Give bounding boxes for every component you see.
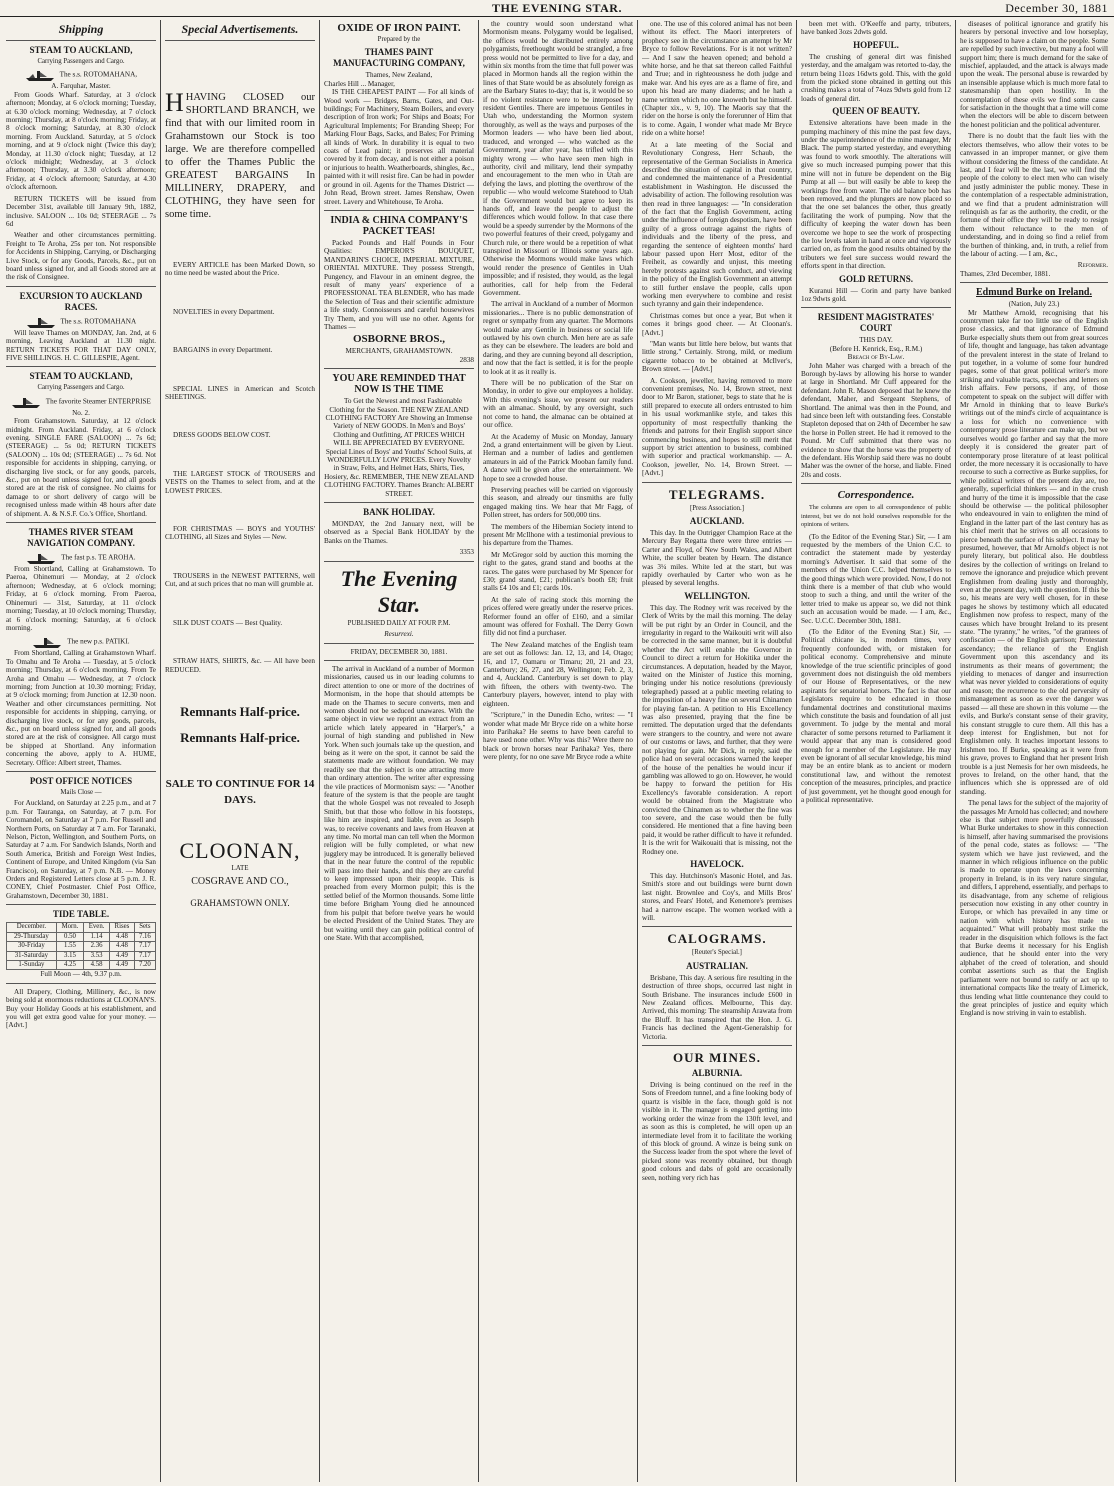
ship-name: The s.s. ROTOMAHANA [60,317,137,326]
tide-header-row [7,923,156,932]
ad-subheading: Carrying Passengers and Cargo. [37,384,125,392]
column-letters-burke [960,20,1108,1482]
table-row [7,932,156,941]
remnants-line: Remnants Half-price. [180,703,300,719]
table-row [7,951,156,960]
tide-cell: 4.58 [84,960,110,969]
editorial-text: The arrival in Auckland of a number of Mormon missionaries, caused us in our leading columns to direct attention to one or more of the doctrines of Mormonism, in the hope that should attempts be made on the Thames to secure converts, men and women should not be seduced unawares. With the same object in view we reprint an extract from an article which lately appeared in "Harper's," a journal of high standing and published in New York. When such journals take up the question, and being as it were on the spot, it cannot be said the statements made are without foundation. We may readily see that the subject is one attracting more than ordinary attention. The writer after expressing the vile practices of Mormonism says: — "Another feature of the system is that the people are taught that the whole Gospel was not revealed to Joseph Smith, but that those who follow in his footsteps, like him are inspired, and liable, even as Joseph was, to receive covenants and laws from Heaven at any time. No mortal man can tell when the Mormon religion will be fully completed, or what new jugglery may be introduced. It is generally believed that in the near future the control of the republic will pass into their hands, and this they are careful to keep impressed upon their people. This is preached from every Mormon pulpit; this is the settled belief of the Mormon thousands. Some little time before Brigham Young died he announced from his pulpit that before twelve years he would be elected President of the United States. They are but waiting until they can gain political control of one State. With that accomplished, [324,664,474,942]
telegram-text: This day. The Rodney writ was received by the Clerk of Writs by the mail this morning. The delay will be put right by an Order in Council, and the irregularity in regard to the Waikouiti writ will also be corrected in the same manner, but it is doubtful whether the Act will enable the Governor in Council to direct a return for Hokitika under the circumstances. A deputation, headed by the Mayor, waited on the Minister of Justice this morning, bringing under his notice resolutions (previously telegraphed) passed at a public meeting relating to the imposition of a heavy fine on several Chinamen for playing fan-tan. A petition to His Excellency was also presented, praying that the fine be remitted. The deputation urged that the defendants were strangers to the country, and were not aware of our customs or laws, and further, that they were not playing for gain. Mr Dick, in reply, said the police had on several occasions warned the keeper of the house of the penalties he would incur if gambling was allowed to go on. However, he would be happy to forward the petition for His Excellency's favorable consideration. A report would be obtained from the Magistrate who convicted the Chinamen as to whether the fine was too severe, and the case would then be fully considered. He mentioned that a fine having been paid, it would be rather difficult to have it refunded. It is the writ for Waikouaiti that is missing, not the Rodney one. [642,603,792,856]
divider [6,904,156,905]
tide-header: Sets [134,923,155,932]
notice-text: HAVING CLOSED our SHORTLAND BRANCH, we find that with our limited room in Grahamstown our Stock is too large. We are therefore compelled to offer the Thames Public the GREATEST BARGAINS In MILLINERY, DRAPERY, and CLOTHING, they have seen for some time. [165,92,315,220]
ad-heading: EXCURSION TO AUCKLAND RACES. [19,290,143,312]
steamship-icon [26,315,56,329]
mine-name: QUEEN OF BEAUTY. [832,106,920,117]
news-item: There will be no publication of the Star on Monday, in order to give our employees a holiday. With this evening's issue, we present our readers with an almanac. Should, by any oversight, such not come to hand, the almanac can be obtained at our office. [483,379,633,430]
divider [960,282,1108,283]
calograms-heading: CALOGRAMS. [667,931,767,947]
news-item: Christmas comes but once a year, But when it comes it brings good cheer. — At Cloonan's. [Advt.] [642,311,792,337]
ship-name: The favorite Steamer ENTERPRISE No. 2. [45,397,151,417]
dateline: HAVELOCK. [690,858,744,869]
ad-heading: STEAM TO AUCKLAND, [29,45,133,55]
tide-cell: 0.50 [56,932,83,941]
late-label: LATE [231,863,249,872]
mine-name: GOLD RETURNS. [838,273,913,284]
divider [6,771,156,772]
drapery-ad: All Drapery, Clothing, Millinery, &c., is now being sold at enormous reductions at CLOONAN'S. Buy your Holiday Goods at his establishment, and you will get extra good value for your money. — [Advt.] [6,987,156,1030]
ship-name: The fast p.s. TE AROHA. [61,553,136,562]
ship-name: The s.s. ROTOMAHANA, [59,71,138,80]
tide-cell: 4.48 [110,932,135,941]
master-line: A. Farquhar, Master. [51,82,111,91]
mine-report: The crushing of general dirt was finished yesterday, and the amalgam was retorted to-day, the return being 11ozs 16dwts gold. This, with the gold from the picked stone obtained in getting out this crushing makes a total of 74ozs 9dwts gold from 12 loads of general dirt. [801,52,951,103]
tide-header: Rises [110,923,135,932]
dateline: WELLINGTON. [684,590,750,601]
ad-subheading: Carrying Passengers and Cargo. [37,58,125,65]
paper-title: The Evening Star. [340,565,458,617]
mine-report: Kuranui Hill — Corin and party have banked 1oz 9dwts gold. [801,286,951,303]
paint-ad-text: IS THE CHEAPEST PAINT — For all kinds of Wood work — Bridges, Barns, Gates, and Out-buildings; For Machinery, Steam Boilers, and every description of Iron work; For Ships and Boats; For Agricultural Implements; For Branding Sheep; For Marking Flour Bags, Sacks, and Bales; For Priming all kinds of Work. In durability it is equal to two coats of Lead paint; it preserves all material covered by it from decay, and is not either a poison or injurious to health. Weatherboards, shingles, &c., painted with it will resist fire. Can be had in powder or ground in oil. Agents for the Thames District — John Read, Brown street. James Renshaw, Owen street. Lavery and Whitehouse, Te Aroha. [324,88,474,206]
divider [801,307,951,308]
drop-cap: H [165,88,184,117]
article-heading: Edmund Burke on Ireland. [976,287,1092,299]
column-rule [478,20,479,1482]
mine-report: been met with. O'Keeffe and party, tributers, have banked 3ozs 2dwts gold. [801,20,951,37]
divider [6,40,156,41]
manager-line: Charles Hill ... Manager, [324,79,395,88]
mine-report: Driving is being continued on the reef in the Sons of Freedom tunnel, and a fine looking body of quartz is visible in the face, though gold is not visible in it. The manager is engaged getting into working order the winze from the 130ft level, and as soon as this is completed, he will open up an intermediate level from it to facilitate the working of this block of ground. A winze is being sunk on the Success leader from the spot where the level of picked stone was recently obtained, but though good colours and dabs of gold are occasionally seen, nothing very rich has [642,1081,792,1182]
column-rule [955,20,956,1482]
news-item: A. Cookson, jeweller, having removed to more convenient premises, No. 14, Brown street, next door to Mr Baron, stationer, begs to state that he is still prepared to execute all orders entrusted to him in his usual workmanlike style, and takes this opportunity of most respectfully thanking the friends and patrons for their English support since commencing business, and hopes to still merit that support by strict attention to business, combined with superior and practical workmanship. — A. Cookson, jeweller, No. 14, Brown Street. — [Advt.] [642,376,792,478]
news-item: Preserving peaches will be carried on vigorously this season, and already our tinsmiths are fully engaged making tins. We hear that Mr Fagg, of Pollen street, has orders for 500,000 tins. [483,485,633,520]
correspondence-heading: Correspondence. [837,489,915,502]
news-item: The members of the Hibernian Society intend to present Mr McIlhone with a testimonial previous to his departure from the Thames. [483,522,633,548]
calogram-text: Brisbane, This day. A serious fire resulting in the destruction of three shops, occurred last night in South Brisbane. The insurances include £600 in New Zealand offices. Melbourne, This day. Arrived, this morning: The steamship Arawata from the Bluff. It has transpired that the Hon. J. G. Francis has declined the Agent-Generalship for Victoria. [642,973,792,1041]
telegrams-subheading: [Press Association.] [690,504,744,512]
news-item: one. The use of this colored animal has not been without its effect. The Maori interpreters of prophecy see in the circumstance an attempt by Mr Bryce to follow Revelations. For is it not written? — And I saw the heaven opened; and behold a white horse, and he that sat thereon called Faithful and True; and in righteousness he doth judge and make war. And his eyes are as a flame of fire, and upon his head are many diadems; and he hath a name written which no one knoweth but he himself. (Chapter xix., v. 9, 10). The Maoris say that the rider on the horse is only the forerunner of Him that is to come. Again, I wonder what made Mr Bryce ride on a white horse! [642,20,792,138]
company-name: THAMES PAINT MANUFACTURING COMPANY, [333,47,465,69]
column-rule [319,20,320,1482]
list-item: STRAW HATS, SHIRTS, &c. — All have been REDUCED. [165,657,315,674]
clothing-ad-text: To Get the Newest and most Fashionable Clothing for the Season. THE NEW ZEALAND CLOTHING FACTORY Are Showing an Immense Variety of NEW GOODS. In Men's and Boys' Clothing and Outfitting, AT PRICES WHICH WILL BE APPRECIATED BY EVERYONE. Special Lines of Boys' and Youths' School Suits, at WONDERFULLY LOW PRICES. Every Novelty in Straw, Felts, and Helmet Hats, Shirts, Ties, Hosiery, &c. REMEMBER, THE NEW ZEALAND CLOTHING FACTORY. Thames Branch: ALBERT STREET. [324,397,474,498]
steamship-icon [26,551,56,565]
excursion-text: Will leave Thames on MONDAY, Jan. 2nd, at 6 morning, Leaving Auckland at 11.30 night. RETURN TICKETS FOR THAT DAY ONLY, FIVE SHILLINGS. H. C. GILLESPIE, Agent. [6,328,156,362]
mine-report: Extensive alterations have been made in the pumping machinery of this mine the past few days, under the superintendence of the mine manager, Mr Black. The pump started yesterday, and everything was found to work smoothly. The alterations will give so much increased pumping power that this mine will not in future be dependent on the Big Pump at all — but will easily be able to keep the workings free from water. The old balance bob has been removed, and the plungers are now placed so that the one set balances the other, thus greatly facilitating the work of pumping. Now that the difficulty of keeping the water down has been overcome we hope to see the work of prospecting the low levels taken in hand at once and vigorously carried on, as from the good results obtained by the tributers we feel sure success would reward the efforts spent in that direction. [801,119,951,271]
return-text: RETURN TICKETS will be issued from December 31st, available till January 9th, 1882, inclusive. SALOON ... 10s 0d; STEERAGE ... 7s 6d [6,194,156,228]
divider [324,561,474,562]
steamship-icon [32,635,62,649]
tide-header: Morn. [56,923,83,932]
list-item: FOR CHRISTMAS — BOYS and YOUTHS' CLOTHING, all Sizes and Styles — New. [165,525,315,542]
tide-cell: 29-Thursday [7,932,57,941]
paper-motto: Resurrexi. [384,630,414,639]
section-heading: Special Advertisements. [181,22,299,36]
item-list [165,261,315,674]
firm-name: CLOONAN, [179,837,301,863]
tide-cell: 4.49 [110,960,135,969]
town-line: GRAHAMSTOWN ONLY. [190,897,290,908]
list-item: SILK DUST COATS — Best Quality. [173,618,283,627]
steamship-icon [11,395,41,409]
ad-heading: YOU ARE REMINDED THAT NOW IS THE TIME [332,373,466,396]
column-rule [637,20,638,1482]
column-mines-court [801,20,951,1482]
masthead [0,0,1114,17]
ship-line [6,551,156,565]
fare-text: From Grahamstown. Saturday, at 12 o'clock midnight. From Auckland. Friday, at 6 o'clock evening. SINGLE FARE (SALOON) ... 7s 6d; (STEERAGE) ... 5s 0d; RETURN TICKETS (SALOON) ... 10s 0d; (STEERAGE) ... 7s 6d. Not responsible for accidents in shipping, carrying, or discharging live stock, or for any goods, parcels, &c., put on board unless signed for, and all goods stored are at the risk of consignee. No claims for damage to or short delivery of cargo will be recognised unless made within 48 hours after date of shipment. A. & N.S.F. Co.'s Office, Shortland. [6,417,156,518]
masthead-title: THE EVENING STAR. [492,1,622,15]
list-item: THE LARGEST STOCK of TROUSERS and VESTS on the Thames to select from, and at the LOWEST PRICES. [165,469,315,495]
steamship-icon [25,68,55,82]
divider [6,522,156,523]
court-before: (Before H. Kenrick, Esq., R.M.) [829,344,923,353]
editorial-text: The arrival in Auckland of a number of Mormon missionaries... There is no public demonstration of regret or sympathy from any quarter. The Mormons would make any Gentile in business or social life outlawed by his own church. Men here are as safe as they can be elsewhere. The leaders are bold and daring, and they are cunning beyond all description, and now that the fact is settled, it is for the people to look at it as it really is. [483,300,633,376]
section-heading: Shipping [58,22,104,36]
news-item: The New Zealand matches of the English team are set out as follows: Jan. 12, 13, and 14, Otago; 16, and 17, Oamaru or Timaru; 20, 21 and 23, Canterbury; 26, 27, and 28, Wellington; Feb. 2, 3, and 4, Auckland. Canterbury is set down to play with fifteen, the others with twenty-two. The Canterbury players, however, intend to play with eighteen. [483,640,633,708]
agent-name: OSBORNE BROS., [353,333,445,346]
divider [801,483,951,484]
court-day: THIS DAY. [859,336,893,345]
divider [324,210,474,211]
note-text: Weather and other circumstances permitting. Freight to Te Aroha, 25s per ton. Not responsible for Accidents in Shipping, Carrying, or Discharging Live Stock, or for any Goods, Parcels, &c., put on board unless signed for, and all Goods stored are at the risk of Consignee. [6,231,156,282]
ad-heading: STEAM TO AUCKLAND, [29,371,133,382]
court-report: John Maher was charged with a breach of the Borough by-laws by allowing his horse to wander at large in Shortland. Mr Cuff appeared for the defendant. John R. Mason deposed that he knew the defendant, Maher, and Sergeant Stephens, of Shortland. The animal was then in the Pound, and had since been left with outstanding fees. Constable Stapleton deposed that on 24th of December he saw the horse in Pollen street. He had it removed to the Pound. Mr Cuff submitted that there was no evidence to show that the horse was the property of the defendant. His Worship said there was no doubt Maher was the owner of the horse, and liable. Fined 20s and costs. [801,361,951,479]
notice-heading: POST OFFICE NOTICES [29,776,133,786]
tide-header: Even. [84,923,110,932]
full-moon-note: Full Moon — 4th, 9.37 p.m. [40,970,122,979]
divider [324,502,474,503]
telegrams-heading: TELEGRAMS. [668,486,766,502]
sale-line: SALE TO CONTINUE FOR 14 DAYS. [165,777,315,806]
news-item: At the Academy of Music on Monday, January 2nd, a grand entertainment will be given by Lieut. Herman and a number of ladies and gentlemen amateurs in aid of the Patrick Mooban family fund. A dance will be given after the entertainment. We hope to see a crowded house. [483,432,633,483]
tide-cell: 7.20 [134,960,155,969]
tide-heading: TIDE TABLE. [52,909,110,920]
schedule-text: From Goods Wharf. Saturday, at 3 o'clock afternoon; Monday, at 6 o'clock morning; Tuesday, at 6.30 o'clock morning; Wednesday, at 7 o'clock morning; Thursday, at 8 o'clock morning; Friday, at 8 o'clock morning; Saturday, at 8.30 o'clock morning. From Auckland. Saturday, at 5 o'clock morning, and at 9 o'clock night (Twice this day); Monday, at 11.30 o'clock night; Tuesday, at 12 o'clock midnight; Wednesday, at 3 o'clock afternoon; Thursday, at 3.30 o'clock afternoon; Friday, at 4 o'clock afternoon; Saturday, at 4.30 o'clock afternoon. [6,90,156,192]
letter-date: Thames, 23rd December, 1881. [960,269,1051,278]
tide-cell: 7.16 [134,932,155,941]
calograms-subheading: [Reuter's Special.] [692,949,742,957]
remnants-line: Remnants Half-price. [180,729,300,745]
divider [165,40,315,41]
ad-number: 3353 [459,548,474,557]
correspondence-note: The columns are open to all correspondence of public interest, but we do not hold ourselves responsible for the opinions of writers. [801,504,951,529]
mine-name: HOPEFUL. [853,39,899,50]
ad-subheading: Prepared by the [377,36,421,43]
list-item: BARGAINS in every Department. [173,346,273,355]
ship-line [6,635,156,649]
ad-heading: INDIA & CHINA COMPANY'S PACKET TEAS! [330,214,468,237]
table-row [7,960,156,969]
dateline: AUSTRALIAN. [686,960,748,971]
column-rule [160,20,161,1482]
tide-cell: 1-Sunday [7,960,57,969]
list-item: TROUSERS in the NEWEST PATTERNS, well Cut, and at such prices that no man will grumble at. [165,571,315,589]
news-item: "Man wants but little here below, but wants that little strong." Certainly. Strong, mild, or medium cigarette tobacco to be obtained at McIlver's, Brown street. — [Advt.] [642,340,792,374]
tide-cell: 1.14 [84,932,110,941]
telegram-text: This day. Hutchinson's Masonic Hotel, and Jas. Smith's store and out buildings were burnt down last night. Brownlee and Coy's, and Mills Bros' stores, and Fears' Hotel, and Kenemore's premises had a narrow escape. The women worked with a will. [642,871,792,922]
column-shipping [6,20,156,1482]
editorial-text: the country would soon understand what Mormonism means. Polygamy would be legalised, the offices would be distributed entirely among polygamists, freethought would be strangled, a free press would not be permitted to live for a day, and within six months from the time that full power was placed in Mormon hands all the region within the lines of that State would be as absolutely foreign as are the Barbary States to-day; that is, it would be so if no violent resistance were to be interposed by resident Gentiles. There are impetuous Gentiles in Utah who, understanding the Mormon system thoroughly, as well as the ways and purposes of the Mormon leaders — who have been lied about, traduced, and wronged — who watched as the Government, year after year, has trifled with this mighty wrong — who have seen men high in authority, civil and military, lend their sympathy and encouragement to the men who in Utah are defying the laws, and plotting the overthrow of the republic — who would welcome Statehood to Utah if the Government would but agree to keep its hands off, and leave the people to adjust the differences which would follow. In that case there would be a speedy surrender by the Mormons of the two powerful features of their creed, polygamy and Church rule, or there would be a repetition of what transpired in Missouri or Illinois some years ago. Otherwise the Mormons would make laws which would render the presence of Gentiles in Utah impossible; and if resisted, they would, as the legal authorities, call for help from the Federal Government. [483,20,633,297]
column-rule [796,20,797,1482]
ad-heading: THAMES RIVER STEAM NAVIGATION COMPANY. [27,527,135,549]
tide-cell: 1.55 [56,942,83,951]
ad-heading: OXIDE OF IRON PAINT. [337,22,461,34]
tide-cell: 31-Saturday [7,951,57,960]
tea-ad-text: Packed Pounds and Half Pounds in Four Qualities: EMPEROR'S BOUQUET, MANDARIN'S CHOICE, IMPERIAL MIXTURE, ORIENTAL MIXTURE. They possess Strength, Pungency, and Flavour in an eminent degree, the result of many years' experience of a PROFESSIONAL TEA BLENDER, who has made the Selection of Teas and their scientific admixture a life study. Connoisseurs and careful housewives Try Them, and you will use no other. Agents for Thames — [324,238,474,331]
table-row [7,942,156,951]
masthead-date: December 30, 1881 [1005,1,1108,15]
list-item: NOVELTIES in every Department. [173,307,275,316]
list-item: EVERY ARTICLE has been Marked Down, so no time need be wasted about the Price. [165,261,315,278]
closing-notice [165,88,315,221]
tide-header: December. [7,923,57,932]
paper-subtitle: PUBLISHED DAILY AT FOUR P.M. [347,619,451,627]
schedule-text: From Shortland, Calling at Grahamstown Wharf. To Omahu and Te Aroha — Tuesday, at 5 o'clock morning; Thursday, at 6 o'clock morning. From Te Aroha and Omahu — Wednesday, at 7 o'clock morning; from Junction at 10.30 morning; Friday, at 9 o'clock morning; from Junction at 12.30 noon. Weather and other circumstances permitting. Not responsible for accidents in shipping, carrying, or discharging live stock, or for any goods, parcels, &c., put on board unless signed for, and all goods stored are at the risk of consignee. All cargo must be shipped at Shortland. Any information concerning the above, apply to A. HUME, Secretary. Office: Albert street, Thames. [6,649,156,767]
news-item: At a late meeting of the Social and Revolutionary Congress, Herr Schaub, the representative of the German Socialists in America described the situation of capital in that country, and condemned the maintenance of a Presidential establishment in Washington. He discussed the advisability of action. The following resolution was then read in three languages: — "In consideration of the fact that the English Government, acting under the influence of foreign despotism, have been guilty of a gross outrage against the rights of individuals and the liberty of the press, and regarding the sentence of eighteen months' hard labour passed upon Herr Most, editor of the Freiheit, as cowardly and unjust, this meeting hereby protests against such conduct, and viewing in the policy of the English Government an attempt to still further enslave the people, calls upon working men everywhere to combine and resist such tyranny and gain their independence. [642,140,792,309]
tide-cell: 3.53 [84,951,110,960]
list-item: DRESS GOODS BELOW COST. [173,431,271,440]
divider [6,366,156,367]
mines-heading: OUR MINES. [672,1050,761,1066]
article-text: The penal laws for the subject of the majority of the passages Mr Arnold has collected; and nowhere else is that subject more powerfully discussed. What Burke undertakes to show in this connection is himself, after having summarised the provisions of the penal code, states as follows: — "The system which we have just reviewed, and the manner in which religious influence on the public is made to operate upon the laws concerning property in Ireland, is in its very nature singular, and differs, I apprehend, essentially, and perhaps to its disadvantage, from any scheme of religious persecution now existing in any other country in Europe, or which has prevailed in any time or nation with which history has made us acquainted." What will probably most strike the reader in the disquisition which follows is the fact that Burke deems it necessary for his English audience, that he should enter into the very alphabet of the creed of toleration, and should combat assertions such as that the English parliament were not bound to ratify or act up to international compacts like the treaty of Limerick, thus lending what little countenance they could to the great principles of justice and equity which England is now striving in vain to establish. [960,799,1108,1018]
letter-text: There is no doubt that the fault lies with the electors themselves, who allow their votes to be canvassed in an improper manner, or give them without considering the fitness of the candidate. At last, and I fear will be the last, we will find the people of the colony to elect men who can wisely and justly administer the public money. These in the contemplation of a respectable administration, and we find that a prudent administration will relinquish as far as the authority, the credit, or the fortune of their office they will be ready to resign them without reluctance to the men of understanding, and in doing so find a relief from the burthen of thinking, and, in truth, a relief from the labour of acting. — I am, &c., [960,132,1108,258]
article-text: Mr Matthew Arnold, recognising that his countrymen take far too little use of the English prose classics, and that ignorance of Edmund Burke especially shuts them out from great sources of life, thought and language, has taken advantage of the prevalent interest in the state of Ireland to put together, in a volume of some four hundred pages, some of that great political writer's more striking and valuable tracts, speeches and letters on Irish affairs. Few persons, if any, of those competent to speak on the subject will differ with Mr Arnold in thinking that to leave Burke's writings out of the mind's circle of acquaintance is a loss for which no convenience with contemporary prose literature can make up, but we ourselves would go farther and say that the more deeply it is considered the greater part of contemporary prose literature of at least political order, the more necessary it is occasionally to have recourse to such a corrective as Burke supplies, for while political writers of the present day are, too generally, superficial thinkers — and in the crush and hurry of the time it is impossible that the case should be otherwise — the political philosopher who endeavoured in vain to enlighten the mind of England in the latter part of the last century has as his chief merit that he strives on all occasions to pierce beneath the surface of his subject. It may be presumed, however, that Mr Arnold's object is not purely literary, but political also. He doubtless desires by the collection of writings on Ireland to remove the ignorance and prejudice which prevent Englishmen from dealing justly and thoroughly, even at the present day, with the question. If this be so, his means are very well chosen, for in these pages he shows by testimony which all educated Englishmen now profess to respect, many of the causes which have brought Ireland to its present state. "The tyranny," he writes, "of the grantees of confiscation — of the English garrison; Protestant ascendancy; the reliance of the English Government upon this ascendancy and its instruments as their means of government; the yielding to menaces of danger and insurrection what was never yielded to considerations of equity and reason; the recurrence to the old perversity of mismanagement as soon as ever the danger was passed — all these are shown in this volume — the evils, and Burke's constant sense of their gravity, his constant struggle to cure them. All this has a deep interest for Englishmen, but not for Englishmen only. It teaches important lessons to Irishmen too. If Burke, speaking as it were from his grave, proves to England that her present Irish trouble is a just Nemesis for her own misdeeds, he proves to Ireland, on the other hand, that the influences which she is oppressed are of old standing. [960,308,1108,796]
tide-cell: 7.17 [134,942,155,951]
column-editorial-cont [483,20,633,1482]
bank-holiday-text: MONDAY, the 2nd January next, will be observed as a Special Bank HOLIDAY by the Banks on the Thames. [324,520,474,545]
tide-cell: 30-Friday [7,942,57,951]
tide-cell: 3.15 [56,951,83,960]
tide-cell: 4.48 [110,942,135,951]
dateline: AUCKLAND. [689,515,745,526]
ship-line [6,315,156,329]
mine-name: ALBURNIA. [691,1068,743,1079]
divider [6,286,156,287]
news-item: "Scripture," in the Dunedin Echo, writes: — "I wonder what made Mr Bryce ride on a white horse into Parihaka? He seems to have been careful to have used none other. Why was this? Were there no black or brown horses near Parihaka? Yes, there were plenty, for no one save Mr Bryce rode a white [483,711,633,762]
divider [642,926,792,927]
ship-line [6,395,156,417]
divider [6,983,156,984]
paper-date: FRIDAY, DECEMBER 30, 1881. [350,647,448,656]
ship-name: The new p.s. PATIKI. [67,637,130,646]
article-source: (Nation, July 23.) [1008,300,1060,309]
letter-signature: Reformer. [1077,261,1108,270]
former-firm: COSGRAVE AND CO., [191,876,289,888]
court-case: Breach of By-Law. [847,353,905,362]
divider [324,660,474,661]
column-special-ads [165,20,315,1482]
tide-table [6,922,156,970]
news-item: Mr McGregor sold by auction this morning the right to the gates, grand stand and booths at the races. The gates were purchased by Mr Spencer for £30; grand stand, £21; publican's booth £8; fruit stalls £4 10s and £1; cards 10s. [483,550,633,593]
tide-cell: 7.17 [134,951,155,960]
tide-cell: 2.36 [84,942,110,951]
schedule-text: From Shortland, Calling at Grahamstown. To Paeroa, Ohinemuri — Monday, at 2 o'clock afternoon; Wednesday, at 6 o'clock morning; Friday, at 6 o'clock morning. From Paeroa, Ohinemuri — 31st, Saturday, at 11 o'clock morning; Tuesday, at 10 o'clock morning; Thursday, at 6 o'clock morning; Saturday, at 6 o'clock morning. [6,565,156,632]
agent-location: MERCHANTS, GRAHAMSTOWN. [345,347,453,356]
ad-number: 2838 [459,355,474,364]
columns [0,20,1114,1482]
ad-heading: BANK HOLIDAY. [363,507,435,518]
list-item: SPECIAL LINES in American and Scotch SHEETINGS. [165,384,315,402]
letter-text: (To the Editor of the Evening Star.) Sir, — I am requested by the members of the Union C.C. to contradict the statement made by yesterday morning's Advertiser. It said that some of the members of the Union C.C. helped themselves to the good things which were provided. Now, I do not think there is a member of that club who would stoop to such a thing, and until the writer of the letter tried to make us appear so, we did not think such an accusation would be made. — I am, &c., Sec. U.C.C. December 30th, 1881. [801,532,951,625]
post-office-text: For Auckland, on Saturday at 2.25 p.m., and at 7 p.m. For Tauranga, on Saturday, at 7 p.m. For Coromandel, on Saturday at 7 p.m. For Russell and Northern Ports, on Saturday at 7 a.m. For Taranaki, Nelson, Picton, Wellington, and Southern Ports, on Saturday at 7 a.m. For Sandwich Islands, North and South America, British and Foreign West Indies, Continent of Europe, and United Kingdom (via San Francisco), on Saturday, at 7 p.m. N.B. — Money Orders and Registered Letters close at 5 p.m. J. R. CONEY, Chief Postmaster. Chief Post Office, Grahamstown, December 30, 1881. [6,799,156,900]
telegram-text: This day. In the Outrigger Champion Race at the Mercury Bay Regatta there were three entries — Carter and Floyd, of New South Wales, and Albert White, the sculler beaten by Hearn. The distance was 3¼ miles. White led at the start, but was rapidly overhauled by Carter who won as he pleased by several lengths. [642,528,792,588]
company-location: Thames, New Zealand, [365,71,433,80]
divider [642,482,792,483]
news-item: At the sale of racing stock this morning the prices offered were greatly under the reserve prices. Reformer found an offer of £160, and a similar amount was offered for Foxhall. The Derry Gown filly did not find a purchaser. [483,595,633,638]
tide-cell: 4.49 [110,951,135,960]
letter-text: diseases of political ignorance and gratify his hearers by personal invective and low horseplay, he is supposed to have a claim on the people. Some are repelled by such invective, but many a fool will support him; there is much demand for the sake of mischief, applauded, and the attack is always made upon the weak. The personal abuse is rewarded by an insensible applause which is much more fatal to statesmanship than open hostility. In the contemplation of these evils we find some cause for satisfaction in the thought that a time will come when the electors will be able to discern between the honest politician and the political adventurer. [960,20,1108,129]
court-heading: RESIDENT MAGISTRATES' COURT [817,312,935,334]
letter-text: (To the Editor of the Evening Star.) Sir, — Political chicane is, in modern times, very frequently confounded with, or mistaken for political economy. Comprehensive and minute knowledge of the true scientific principles of good government does not distinguish the old members of our House of Representatives, or the new aspirants for senatorial honors. The fact is that our Legislators require to be educated in those fundamental doctrines and constitutional maxims which constitute the basis and foundation of all just government. To judge by the mental and moral character of some persons returned to Parliament it would appear that any man is considered good enough for a member of the Legislature. He may even be ignorant of all secular knowledge, his mind may be an entire blank as to ancient or modern constitutional law, and without the remotest conception of the measures, principles, and practice of just government, yet he thought good enough for a political representative. [801,627,951,805]
column-ads-editorial [324,20,474,1482]
tide-cell: 4.25 [56,960,83,969]
ship-line [6,68,156,82]
divider [324,643,474,644]
column-telegrams [642,20,792,1482]
notice-subheading: Mails Close — [60,789,102,796]
divider [324,368,474,369]
divider [642,1045,792,1046]
